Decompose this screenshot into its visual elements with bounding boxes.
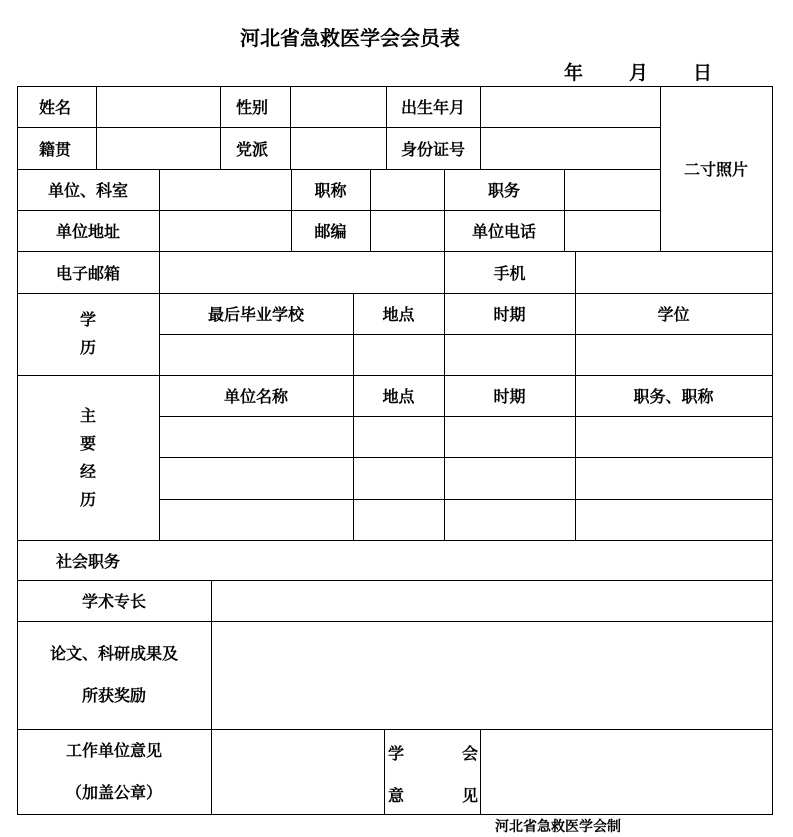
papers-field[interactable] (212, 622, 772, 729)
unit-phone-label: 单位电话 (471, 222, 536, 241)
form-title: 河北省急救医学会会员表 (240, 26, 460, 50)
edu-location-field[interactable] (354, 335, 444, 375)
position-field[interactable] (565, 170, 660, 210)
education-label (17, 293, 159, 375)
date-month-label: 月 (629, 62, 649, 84)
party-label: 党派 (236, 139, 269, 159)
society-opinion-char-3: 意 (388, 786, 405, 805)
exp-row-3-period-field[interactable] (445, 500, 575, 540)
papers-label-line-1: 论文、科研成果及 (49, 644, 178, 663)
unit-opinion-text: 工作单位意见 (65, 740, 162, 760)
exp-period-header: 时期 (493, 387, 526, 406)
unit-dept-field[interactable] (160, 170, 291, 210)
exp-row-2-location-field[interactable] (354, 458, 444, 499)
academic-expertise-label: 学术专长 (81, 592, 146, 611)
date-year-label: 年 (564, 62, 584, 84)
unit-opinion-field[interactable] (212, 730, 384, 814)
gender-label: 性别 (236, 98, 269, 117)
degree-field[interactable] (576, 335, 772, 375)
exp-row-2-unit-field[interactable] (160, 458, 353, 499)
seal-note: （加盖公章） (65, 782, 162, 802)
society-opinion-char-2: 会 (462, 744, 479, 763)
exp-row-1-position-field[interactable] (576, 417, 772, 457)
unit-address-field[interactable] (160, 211, 291, 251)
party-field[interactable] (291, 128, 386, 169)
mobile-label: 手机 (493, 263, 526, 283)
papers-label-line-2: 所获奖励 (81, 686, 146, 705)
exp-row-3-location-field[interactable] (354, 500, 444, 540)
education-label-char-1: 学 (79, 310, 96, 329)
education-label-char-2: 历 (79, 338, 96, 357)
unit-address-label: 单位地址 (55, 222, 120, 241)
email-label: 电子邮箱 (55, 263, 120, 283)
unit-opinion-label (17, 729, 211, 814)
last-school-header: 最后毕业学校 (207, 305, 304, 324)
papers-label (17, 621, 211, 729)
photo-placeholder[interactable]: 二寸照片 (683, 160, 748, 179)
society-opinion-char-1: 学 (388, 744, 405, 763)
experience-label-char-2: 要 (79, 433, 96, 453)
footer-issuer: 河北省急救医学会制 (495, 819, 621, 835)
academic-expertise-field[interactable] (212, 581, 772, 621)
birth-label: 出生年月 (400, 98, 465, 117)
email-field[interactable] (160, 252, 444, 293)
title-rank-field[interactable] (371, 170, 444, 210)
mobile-field[interactable] (576, 252, 772, 293)
exp-row-2-position-field[interactable] (576, 458, 772, 499)
unit-dept-label: 单位、科室 (47, 181, 128, 200)
exp-row-2-period-field[interactable] (445, 458, 575, 499)
unit-phone-field[interactable] (565, 211, 660, 251)
date-day-label: 日 (693, 62, 713, 84)
title-rank-label: 职称 (314, 181, 347, 200)
society-opinion-char-4: 见 (462, 786, 479, 805)
degree-header: 学位 (657, 305, 690, 324)
position-title-header: 职务、职称 (633, 387, 714, 406)
native-place-label: 籍贯 (39, 139, 72, 159)
name-field[interactable] (97, 87, 220, 127)
exp-row-1-period-field[interactable] (445, 417, 575, 457)
birth-field[interactable] (481, 87, 660, 127)
unit-name-header: 单位名称 (223, 387, 288, 406)
native-place-field[interactable] (97, 128, 220, 169)
exp-location-header: 地点 (382, 387, 415, 406)
society-opinion-field[interactable] (481, 730, 772, 814)
social-duties-label: 社会职务 (55, 551, 120, 571)
edu-period-field[interactable] (445, 335, 575, 375)
exp-row-1-location-field[interactable] (354, 417, 444, 457)
id-number-field[interactable] (481, 128, 660, 169)
edu-location-header: 地点 (382, 305, 415, 324)
experience-label-char-1: 主 (79, 405, 96, 425)
experience-label-char-3: 经 (79, 461, 96, 481)
last-school-field[interactable] (160, 335, 353, 375)
exp-row-3-unit-field[interactable] (160, 500, 353, 540)
name-label: 姓名 (39, 98, 72, 117)
postcode-label: 邮编 (314, 222, 347, 241)
experience-label-char-4: 历 (79, 489, 96, 509)
id-number-label: 身份证号 (400, 139, 465, 159)
gender-field[interactable] (291, 87, 386, 127)
social-duties-field[interactable] (160, 541, 772, 580)
society-opinion-label (384, 729, 480, 814)
postcode-field[interactable] (371, 211, 444, 251)
exp-row-3-position-field[interactable] (576, 500, 772, 540)
experience-label (17, 375, 159, 540)
edu-period-header: 时期 (493, 305, 526, 324)
position-label: 职务 (487, 181, 520, 200)
exp-row-1-unit-field[interactable] (160, 417, 353, 457)
